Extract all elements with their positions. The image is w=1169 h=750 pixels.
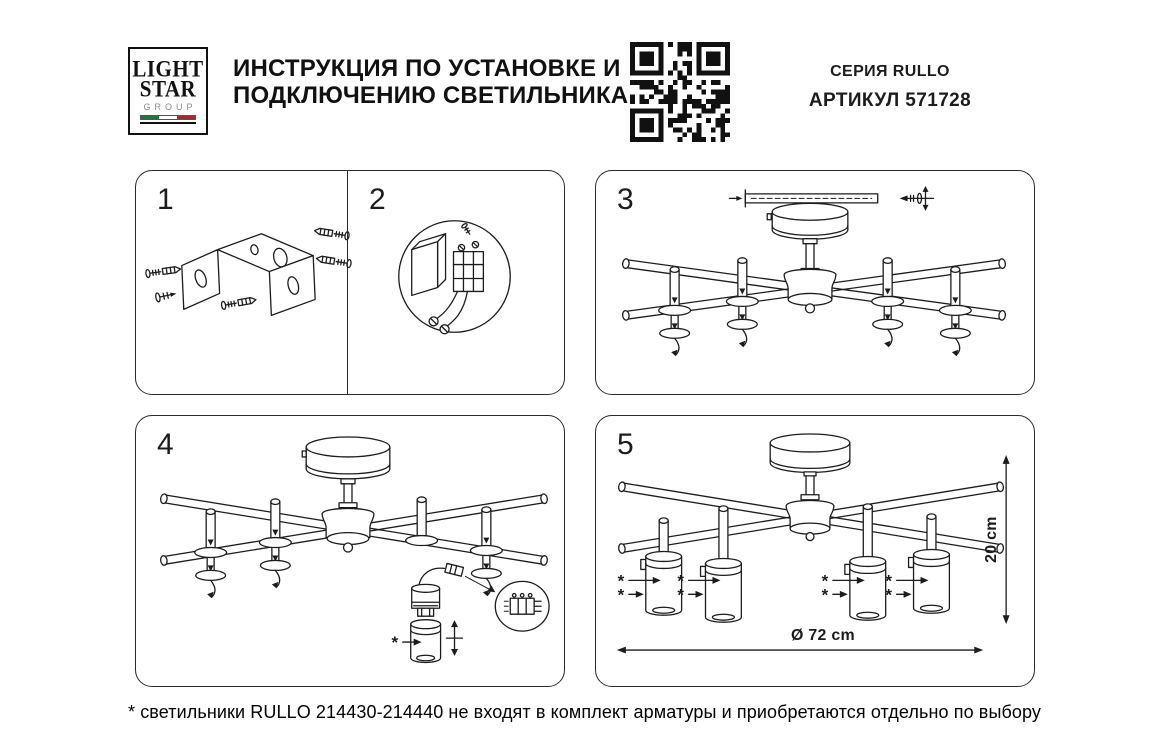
steps-1-2-illustrations — [136, 171, 564, 394]
screw-small-top — [461, 223, 472, 236]
screw-and-plug-left — [145, 265, 181, 278]
series-label: СЕРИЯ RULLO — [830, 63, 950, 80]
screw-and-plug-right-upper — [314, 227, 350, 240]
stem — [801, 239, 819, 274]
svg-text:*: * — [821, 585, 829, 605]
shade-mounting-illustration — [136, 416, 564, 686]
step-number-2: 2 — [369, 183, 386, 216]
svg-text:*: * — [677, 571, 684, 591]
svg-text:20 cm: 20 cm — [983, 516, 1001, 563]
wiring-detail-illustration — [399, 221, 510, 334]
ceiling-canopy — [770, 434, 850, 472]
ceiling-canopy — [302, 437, 390, 479]
italian-flag-stripe — [140, 115, 196, 120]
stem — [801, 472, 819, 500]
panel-divider — [347, 171, 348, 394]
flag-underline — [140, 122, 196, 124]
lamp-holder — [872, 258, 904, 347]
ceiling-canopy — [767, 203, 848, 239]
asterisk-mark: * — [391, 633, 399, 653]
fixture-assembly-illustration — [596, 171, 1034, 394]
wires — [429, 291, 467, 333]
bracket-mounting-illustration — [145, 227, 351, 316]
step-panel-5 — [595, 415, 1035, 687]
screw-icon — [155, 289, 177, 302]
center-hub — [786, 500, 834, 540]
logo-star: STAR — [139, 74, 197, 102]
center-hub — [784, 269, 836, 313]
cylinder-shade — [701, 558, 742, 622]
terminal-detail-circle — [495, 581, 549, 631]
svg-text:*: * — [677, 585, 684, 605]
article-label: АРТИКУЛ 571728 — [808, 90, 972, 111]
shade-assembly — [701, 506, 742, 622]
cylinder-shade — [909, 550, 950, 614]
step-number-1: 1 — [157, 183, 174, 216]
svg-text:*: * — [617, 585, 625, 605]
lamp-holder — [195, 509, 227, 598]
lamp-holder — [259, 499, 291, 588]
lamp-holder — [470, 507, 502, 596]
svg-text:Ø 72 cm: Ø 72 cm — [790, 627, 855, 645]
lamp-holder — [726, 258, 758, 347]
title-line-2: ПОДКЛЮЧЕНИЮ СВЕТИЛЬНИКА — [233, 82, 629, 109]
stem — [339, 479, 357, 508]
step-panel-1-2 — [135, 170, 565, 395]
screw-and-plug-bottom — [221, 296, 257, 310]
final-dimensions-illustration — [596, 416, 1034, 686]
lamp-holder — [659, 267, 691, 356]
lamp-socket — [412, 584, 440, 616]
lamp-holder — [939, 267, 971, 356]
step-panel-4 — [135, 415, 565, 687]
diameter-dimension — [617, 627, 983, 653]
svg-text:*: * — [885, 571, 892, 591]
logo-group: GROUP — [143, 102, 197, 113]
cylinder-shade — [641, 551, 682, 615]
height-dimension — [983, 455, 1009, 624]
terminal-block — [454, 241, 484, 291]
svg-text:*: * — [821, 571, 829, 591]
shade-assembly — [845, 504, 886, 620]
junction-box — [412, 234, 446, 296]
step-number-3: 3 — [617, 183, 634, 216]
qr-code — [630, 42, 730, 142]
title-line-1: ИНСТРУКЦИЯ ПО УСТАНОВКЕ И — [233, 55, 621, 82]
step-panel-3 — [595, 170, 1035, 395]
step-number-5: 5 — [617, 428, 634, 461]
svg-text:*: * — [885, 585, 892, 605]
footnote: * светильники RULLO 214430-214440 не входят в комплект арматуры и приобретаются отдельно по выбору — [128, 702, 1042, 722]
shade-assembly — [641, 518, 682, 615]
step-number-4: 4 — [157, 428, 174, 461]
center-hub — [322, 508, 374, 552]
lamp-holder-exploded — [391, 497, 495, 663]
shade-assembly — [909, 514, 950, 613]
mounting-screw-icon — [900, 186, 934, 211]
page-title — [233, 55, 628, 109]
lightstar-logo — [128, 47, 208, 135]
product-info — [770, 63, 1010, 112]
move-arrows-icon — [447, 620, 463, 656]
logo-light: LIGHT — [132, 55, 204, 83]
cylinder-shade — [845, 556, 886, 620]
svg-text:*: * — [617, 571, 625, 591]
